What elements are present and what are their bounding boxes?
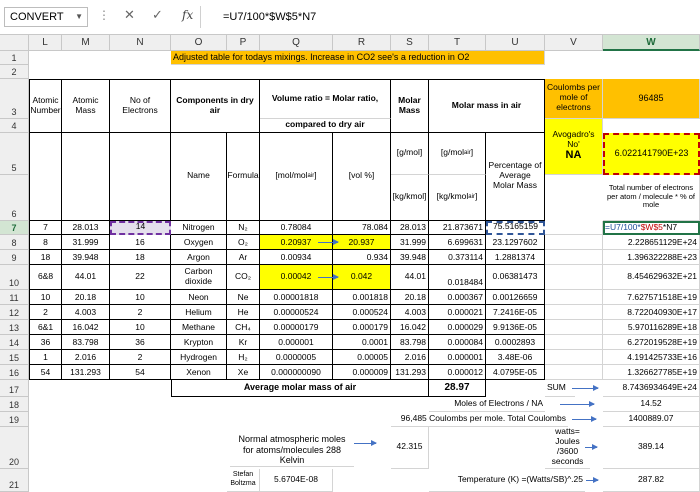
arrow-right-icon	[585, 447, 597, 448]
cell-vol-row-10[interactable]: 0.042	[333, 265, 391, 290]
cell-mol-row-9[interactable]: 0.00934	[260, 250, 333, 265]
col-header-V[interactable]: V	[545, 35, 603, 51]
row-header-18[interactable]: 18	[0, 397, 29, 412]
cell-w-row-8[interactable]: 2.228651129E+24	[603, 235, 700, 250]
normal-moles-label: Normal atmospheric moles for atoms/molecules 288 Kelvin	[230, 435, 354, 467]
cell-u-row-11[interactable]: 0.00126659	[486, 290, 545, 305]
col-header-S[interactable]: S	[391, 35, 429, 51]
insert-function-icon[interactable]: fx	[182, 8, 194, 22]
col-header-R[interactable]: R	[333, 35, 391, 51]
cell-s-row-13[interactable]: 16.042	[391, 320, 429, 335]
cell-s-row-16[interactable]: 131.293	[391, 365, 429, 380]
cell-u-row-10[interactable]: 0.06381473	[486, 265, 545, 290]
cell-am-row-8[interactable]: 31.999	[62, 235, 110, 250]
cell-u-row-15[interactable]: 3.48E-06	[486, 350, 545, 365]
header-total-electrons: Total number of electrons per atom / molecule * % of mole	[603, 175, 700, 221]
name-box[interactable]	[4, 7, 88, 27]
header-atomic-mass: Atomic Mass	[62, 79, 110, 133]
cell-s-row-9[interactable]: 39.948	[391, 250, 429, 265]
cell-f-row-14[interactable]: Kr	[227, 335, 260, 350]
cell-w-row-10[interactable]: 8.454629632E+21	[603, 265, 700, 290]
formula-edit-text: =U7/100*$W$5*N7	[605, 222, 678, 233]
cell-w-row-16[interactable]: 1.326627785E+19	[603, 365, 700, 380]
row-header-2[interactable]: 2	[0, 65, 29, 79]
cell-u-row-12[interactable]: 7.2416E-05	[486, 305, 545, 320]
cell-an-row-7[interactable]: 7	[29, 221, 62, 235]
cell-name-row-9[interactable]: Argon	[171, 250, 227, 265]
arrow-right-icon	[586, 480, 598, 481]
row-header-10[interactable]: 10	[0, 265, 29, 290]
header-mol-unit: [mol/mol air ]	[260, 133, 333, 221]
header-percentage: Percentage of Average Molar Mass	[486, 133, 545, 221]
cell-u-row-14[interactable]: 0.0002893	[486, 335, 545, 350]
cell-ne-row-12[interactable]: 2	[110, 305, 171, 320]
cell-v-row-15[interactable]	[545, 350, 603, 365]
cell-ne-row-9[interactable]: 18	[110, 250, 171, 265]
cell-mol-row-11[interactable]: 0.00001818	[260, 290, 333, 305]
cell-t-row-14[interactable]: 0.000084	[429, 335, 486, 350]
cell-v-row-8[interactable]	[545, 235, 603, 250]
cell-vol-row-13[interactable]: 0.000179	[333, 320, 391, 335]
cell-t-row-16[interactable]: 0.000012	[429, 365, 486, 380]
col-header-O[interactable]: O	[171, 35, 227, 51]
cell-v-row-7[interactable]	[545, 221, 603, 235]
cell-name-row-8[interactable]: Oxygen	[171, 235, 227, 250]
col-header-P[interactable]: P	[227, 35, 260, 51]
arrow-right-icon	[572, 419, 596, 420]
col-header-Q[interactable]: Q	[260, 35, 333, 51]
formula-bar	[0, 0, 700, 35]
header-vol-unit: [vol %]	[333, 133, 391, 221]
cell-mol-row-16[interactable]: 0.000000090	[260, 365, 333, 380]
cell-ne-row-7[interactable]: 14	[110, 221, 171, 235]
cell-mol-row-12[interactable]: 0.00000524	[260, 305, 333, 320]
header-molar-mass: Molar Mass	[391, 79, 429, 133]
cell-am-row-13[interactable]: 16.042	[62, 320, 110, 335]
cell-name-row-14[interactable]: Krypton	[171, 335, 227, 350]
cell-vol-row-15[interactable]: 0.00005	[333, 350, 391, 365]
row-header-19[interactable]: 19	[0, 412, 29, 427]
col-header-L[interactable]: L	[29, 35, 62, 51]
arrow-right-icon	[572, 388, 598, 389]
cell-mol-row-10[interactable]: 0.00042	[260, 265, 333, 290]
cell-an-row-9[interactable]: 18	[29, 250, 62, 265]
row-header-12[interactable]: 12	[0, 305, 29, 320]
cell-w-row-15[interactable]: 4.191425733E+16	[603, 350, 700, 365]
row-header-7[interactable]: 7	[0, 221, 29, 235]
cell-s-row-15[interactable]: 2.016	[391, 350, 429, 365]
cell-f-row-8[interactable]: O₂	[227, 235, 260, 250]
arrow-right-icon	[560, 404, 594, 405]
cell-am-row-16[interactable]: 131.293	[62, 365, 110, 380]
watts-label: watts= Joules /3600 seconds	[545, 427, 590, 469]
cell-u-row-7[interactable]: 75.5165159	[486, 221, 545, 235]
row-header-11[interactable]: 11	[0, 290, 29, 305]
header-gmol: [g/mol]	[391, 133, 429, 175]
avg-molar-mass-value[interactable]: 28.97	[429, 380, 486, 397]
sum-label: SUM	[545, 380, 575, 397]
cell-s-row-14[interactable]: 83.798	[391, 335, 429, 350]
cell-t-row-15[interactable]: 0.000001	[429, 350, 486, 365]
cell-vol-row-12[interactable]: 0.000524	[333, 305, 391, 320]
cell-f-row-11[interactable]: Ne	[227, 290, 260, 305]
header-components: Components in dry air	[171, 79, 260, 133]
cell-w-row-14[interactable]: 6.272019528E+19	[603, 335, 700, 350]
cell-u-row-16[interactable]: 4.0795E-05	[486, 365, 545, 380]
select-all-corner[interactable]	[0, 35, 29, 51]
cell-s-row-11[interactable]: 20.18	[391, 290, 429, 305]
header-atomic-number: Atomic Number	[29, 79, 62, 133]
normal-moles-value[interactable]: 42.315	[391, 427, 429, 469]
row-header-15[interactable]: 15	[0, 350, 29, 365]
blank-header-cell	[110, 133, 171, 221]
cell-ne-row-15[interactable]: 2	[110, 350, 171, 365]
cell-s-row-7[interactable]: 28.013	[391, 221, 429, 235]
cell-an-row-16[interactable]: 54	[29, 365, 62, 380]
cell-am-row-14[interactable]: 83.798	[62, 335, 110, 350]
cell-ne-row-16[interactable]: 54	[110, 365, 171, 380]
header-compared: compared to dry air	[260, 119, 391, 133]
cell-t-row-9[interactable]: 0.373114	[429, 250, 486, 265]
col-header-M[interactable]: M	[62, 35, 110, 51]
header-molar-mass-air: Molar mass in air	[429, 79, 545, 133]
cell-name-row-12[interactable]: Helium	[171, 305, 227, 320]
header-kgkmol-air: [kg/kmol air ]	[429, 175, 486, 221]
cell-an-row-10[interactable]: 6&8	[29, 265, 62, 290]
cell-f-row-13[interactable]: CH₄	[227, 320, 260, 335]
name-box-value: CONVERT	[10, 11, 64, 23]
cell-mol-row-8[interactable]: 0.20937	[260, 235, 333, 250]
cell-f-row-9[interactable]: Ar	[227, 250, 260, 265]
cell-vol-row-8[interactable]: 20.937	[333, 235, 391, 250]
avogadro-symbol: NA	[565, 149, 582, 162]
cell-f-row-12[interactable]: He	[227, 305, 260, 320]
cell-s-row-8[interactable]: 31.999	[391, 235, 429, 250]
header-electrons: No of Electrons	[110, 79, 171, 133]
avogadro-label: Avogadro's No'	[552, 128, 595, 149]
cell-mol-row-7[interactable]: 0.78084	[260, 221, 333, 235]
cell-w-row-13[interactable]: 5.970116289E+18	[603, 320, 700, 335]
moles-value[interactable]: 14.52	[603, 397, 700, 412]
row-header-4[interactable]: 4	[0, 119, 29, 133]
cell-am-row-9[interactable]: 39.948	[62, 250, 110, 265]
cell-v-row-10[interactable]	[545, 265, 603, 290]
avg-molar-mass-label: Average molar mass of air	[171, 380, 429, 397]
header-kgkmol: [kg/kmol]	[391, 175, 429, 221]
cell-an-row-14[interactable]: 36	[29, 335, 62, 350]
header-formula: Formula	[227, 133, 260, 221]
cell-vol-row-9[interactable]: 0.934	[333, 250, 391, 265]
cell-t-row-12[interactable]: 0.000021	[429, 305, 486, 320]
coulombs-value[interactable]: 96485	[603, 79, 700, 119]
cell-ne-row-10[interactable]: 22	[110, 265, 171, 290]
cancel-icon[interactable]: ✕	[124, 7, 135, 22]
sum-value[interactable]: 8.7436934649E+24	[603, 380, 700, 397]
cell-ne-row-13[interactable]: 10	[110, 320, 171, 335]
col-header-W[interactable]: W	[603, 35, 700, 51]
cell-ne-row-8[interactable]: 16	[110, 235, 171, 250]
cell-am-row-12[interactable]: 4.003	[62, 305, 110, 320]
stefan-value[interactable]: 5.6704E-08	[260, 469, 333, 492]
arrow-right-icon	[318, 277, 338, 278]
formula-input[interactable]: =U7/100*$W$5*N7	[200, 6, 696, 28]
cell-am-row-15[interactable]: 2.016	[62, 350, 110, 365]
col-header-T[interactable]: T	[429, 35, 486, 51]
coulombs-total-label: 96,485 Coulombs per mole. Total Coulombs	[391, 412, 568, 427]
cell-t-row-11[interactable]: 0.000367	[429, 290, 486, 305]
cell-vol-row-7[interactable]: 78.084	[333, 221, 391, 235]
cell-f-row-16[interactable]: Xe	[227, 365, 260, 380]
cell-vol-row-11[interactable]: 0.001818	[333, 290, 391, 305]
cell-w-row-11[interactable]: 7.627571518E+19	[603, 290, 700, 305]
cell-w-row-12[interactable]: 8.722040930E+17	[603, 305, 700, 320]
cell-name-row-10[interactable]: Carbon dioxide	[171, 265, 227, 290]
cell-s-row-10[interactable]: 44.01	[391, 265, 429, 290]
cell-v-row-14[interactable]	[545, 335, 603, 350]
cell-vol-row-14[interactable]: 0.0001	[333, 335, 391, 350]
temperature-value[interactable]: 287.82	[603, 469, 700, 492]
header-name: Name	[171, 133, 227, 221]
cell-ne-row-14[interactable]: 36	[110, 335, 171, 350]
cell-f-row-7[interactable]: N₂	[227, 221, 260, 235]
header-volume-ratio: Volume ratio = Molar ratio,	[260, 79, 391, 119]
cell-w-row-9[interactable]: 1.396322288E+23	[603, 250, 700, 265]
arrow-right-icon	[354, 443, 376, 444]
cell-an-row-12[interactable]: 2	[29, 305, 62, 320]
watts-value[interactable]: 389.14	[603, 427, 700, 469]
cell-an-row-13[interactable]: 6&1	[29, 320, 62, 335]
cell-an-row-11[interactable]: 10	[29, 290, 62, 305]
cell-am-row-7[interactable]: 28.013	[62, 221, 110, 235]
cell-u-row-13[interactable]: 9.9136E-05	[486, 320, 545, 335]
cell-v-row-12[interactable]	[545, 305, 603, 320]
cell-name-row-16[interactable]: Xenon	[171, 365, 227, 380]
avogadro-value[interactable]: 6.022141790E+23	[603, 133, 700, 175]
temperature-label: Temperature (K) =(Watts/SB)^.25	[429, 469, 585, 492]
enter-icon[interactable]: ✓	[152, 7, 163, 22]
cell-u-row-9[interactable]: 1.2881374	[486, 250, 545, 265]
row-header-14[interactable]: 14	[0, 335, 29, 350]
cell-v-row-16[interactable]	[545, 365, 603, 380]
blank-header-cell	[62, 133, 110, 221]
cell-ne-row-11[interactable]: 10	[110, 290, 171, 305]
cell-v-row-13[interactable]	[545, 320, 603, 335]
row-header-5[interactable]: 5	[0, 133, 29, 175]
chevron-down-icon[interactable]: ▼	[75, 12, 83, 21]
row-header-9[interactable]: 9	[0, 250, 29, 265]
arrow-right-icon	[318, 242, 338, 243]
row-header-16[interactable]: 16	[0, 365, 29, 380]
blank-header-cell	[29, 133, 62, 221]
cell-v-row-11[interactable]	[545, 290, 603, 305]
row-header-6[interactable]: 6	[0, 175, 29, 221]
cell-am-row-10[interactable]: 44.01	[62, 265, 110, 290]
cell-vol-row-16[interactable]: 0.000009	[333, 365, 391, 380]
cell-t-row-10[interactable]: 0.018484	[429, 265, 486, 290]
cell-an-row-15[interactable]: 1	[29, 350, 62, 365]
cell-t-row-13[interactable]: 0.000029	[429, 320, 486, 335]
cell-name-row-7[interactable]: Nitrogen	[171, 221, 227, 235]
cell-t-row-8[interactable]: 6.699631	[429, 235, 486, 250]
cell-mol-row-14[interactable]: 0.000001	[260, 335, 333, 350]
cell-mol-row-15[interactable]: 0.0000005	[260, 350, 333, 365]
cell-f-row-10[interactable]: CO₂	[227, 265, 260, 290]
avogadro-label-cell	[545, 119, 603, 175]
row-header-17[interactable]: 17	[0, 380, 29, 397]
cell-f-row-15[interactable]: H₂	[227, 350, 260, 365]
coulombs-total-value[interactable]: 1400889.07	[603, 412, 700, 427]
row-header-21[interactable]: 21	[0, 469, 29, 492]
cell-mol-row-13[interactable]: 0.00000179	[260, 320, 333, 335]
row-header-1[interactable]: 1	[0, 51, 29, 65]
table-title: Adjusted table for todays mixings. Increase in CO2 see's a reduction in O2	[171, 51, 545, 65]
cell-name-row-15[interactable]: Hydrogen	[171, 350, 227, 365]
cell-s-row-12[interactable]: 4.003	[391, 305, 429, 320]
col-header-N[interactable]: N	[110, 35, 171, 51]
cell-v-row-9[interactable]	[545, 250, 603, 265]
stefan-label: Stefan Boltzma	[227, 469, 260, 492]
cell-t-row-7[interactable]: 21.873671	[429, 221, 486, 235]
cell-an-row-8[interactable]: 8	[29, 235, 62, 250]
col-header-U[interactable]: U	[486, 35, 545, 51]
header-gmol-air: [g/mol air ]	[429, 133, 486, 175]
row-header-20[interactable]: 20	[0, 427, 29, 469]
cell-w-row-7[interactable]	[603, 221, 700, 235]
row-header-13[interactable]: 13	[0, 320, 29, 335]
row-header-3[interactable]: 3	[0, 79, 29, 119]
cell-u-row-8[interactable]: 23.1297602	[486, 235, 545, 250]
cell-name-row-13[interactable]: Methane	[171, 320, 227, 335]
cell-am-row-11[interactable]: 20.18	[62, 290, 110, 305]
more-icon[interactable]: ⋮	[98, 8, 110, 22]
coulombs-label: Coulombs per mole of electrons	[545, 79, 603, 119]
moles-label: Moles of Electrons / NA	[429, 397, 545, 412]
cell-name-row-11[interactable]: Neon	[171, 290, 227, 305]
row-header-8[interactable]: 8	[0, 235, 29, 250]
